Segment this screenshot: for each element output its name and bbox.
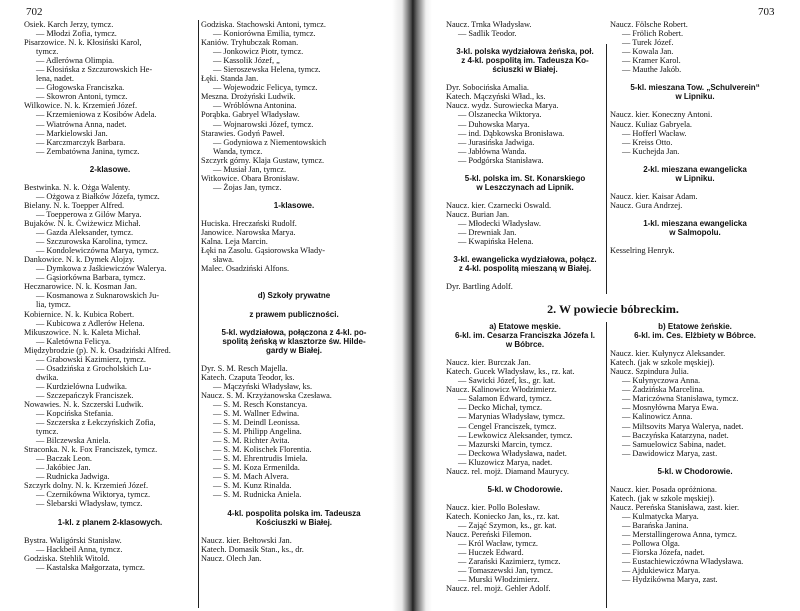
entry-line: Wilkowice. N. k. Krzemień Józef. [24,101,138,111]
blank-line [446,349,604,358]
blank-line [24,174,196,183]
blank-line [24,156,196,165]
entry-line: — Tomaszewski Jan, tymcz. [458,566,553,576]
right-page-column-1-bottom [446,322,604,593]
entry-line: Osiek. Karch Jerzy, tymcz. [24,20,114,29]
entry-line: — Kastalska Małgorzata, tymcz. [36,562,145,572]
entry-line: Naucz. rel. mojż. Gehler Adolf. [446,584,551,594]
entry-line: Dyr. S. M. Resch Majella. [201,363,288,373]
entry-line: Naucz. Pereński Filemon. [446,530,532,540]
entry-line: lia, tymcz. [36,300,71,310]
entry-line: — Hofferl Wacław. [622,128,687,138]
entry-line: — Merstallingerowa Anna, tymcz. [622,530,737,540]
entry-line: Huciska. Hreczański Rudolf. [201,219,297,229]
right-page-column-1-top [446,20,604,291]
section-heading: 4-kl. pospolita polska im. Tadeusza [227,508,361,518]
entry-line: Naucz. Gura Andrzej. [610,200,683,210]
entry-line: Godziska. Stehlik Witold. [24,553,110,563]
entry-line: Godziska. Stachowski Antoni, tymcz. [201,20,326,29]
entry-line: — Dawidowicz Marya, zast. [622,448,718,458]
section-heading: 1-kl. mieszana ewangelicka [643,219,747,229]
entry-line: — Wojewodzic Felicya, tymcz. [213,83,318,93]
right-page-number: 703 [758,6,775,18]
entry-line: sława. [213,255,234,265]
entry-line: dwika. [36,372,59,382]
blank-line [201,282,387,291]
entry-line: — Kułynyczowa Anna. [622,376,701,386]
section-heading: 5-kl. w Chodorowie. [487,484,563,494]
entry-line: Naucz. Trnka Władysław. [446,20,532,29]
entry-line: — Musiał Jan, tymcz. [213,164,287,174]
entry-line: — Jakóbiec Jan. [36,463,91,473]
blank-line [446,273,604,282]
entry-line: Naucz. kier. Kułynycz Aleksander. [610,349,726,359]
entry-line: — Godyniowa z Niementowskich [213,137,327,147]
section-heading: a) Etatowe męskie. [489,322,561,331]
right-page-column-2-bottom [610,322,780,584]
section-heading: Kościuszki w Białej. [255,517,333,527]
entry-line: Katech. Gucek Władysław, ks., rz. kat. [446,367,575,377]
entry-line: — Ślebarski Władysław, tymcz. [36,499,143,509]
section-heading: 6-kl. im. Ces. Elżbiety w Bóbrce. [634,331,756,341]
entry-line: — Żojas Jan, tymcz. [213,182,282,192]
entry-line: — S. M. Philipp Angelina. [213,427,302,437]
entry-line: — Młodzi Zofia, tymcz. [36,29,117,39]
section-heading: 2-klasowe. [89,164,131,174]
entry-line: Janowice. Narowska Marya. [201,228,296,238]
entry-line: — Gąsiorkówna Barbara, tymcz. [36,273,146,283]
entry-line: — Wojnarowski Józef, tymcz. [213,119,314,129]
section-heading: 6-kl. im. Cesarza Franciszka Józefa I. [454,331,596,341]
entry-line: Straconka. N. k. Fox Franciszek, tymcz. [24,445,158,455]
book-gutter [392,0,432,611]
entry-line: — Kondolewiczówna Marya, tymcz. [36,246,159,256]
left-page-number: 702 [26,6,43,18]
entry-line: — Kulmatycka Marya. [622,511,699,521]
entry-line: — Wróblówna Antonina. [213,101,297,111]
entry-line: — Sawicki Józef, ks., gr. kat. [458,376,556,386]
section-heading: gardy w Białej. [265,345,323,355]
blank-line [446,38,604,47]
entry-line: Wanda, tymcz. [213,146,263,156]
entry-line: Mikuszowice. N. k. Kaleta Michał. [24,327,141,337]
blank-line [201,527,387,536]
entry-line: — Mauthe Jakób. [622,65,682,75]
section-heading: z 4-kl. pospolitą mieszaną w Białej. [458,264,592,274]
entry-line: — Duhowska Marya. [458,119,530,129]
entry-line: Naucz. kier. Koneczny Antoni. [610,110,713,120]
entry-line: Bujaków. N. k. Ćwiżewicz Michał. [24,219,141,229]
entry-line: — S. M. Kolischek Florentia. [213,445,312,455]
entry-line: — Podgórska Stanisława. [458,155,544,165]
section-heading: 5-kl. polska im. St. Konarskiego [464,173,586,183]
section-heading: 5-kl. wydziałowa, połączona z 4-kl. po- [221,327,367,337]
entry-line: Malec. Osadziński Alfons. [201,264,290,274]
section-heading: z prawem publiczności. [249,309,339,319]
entry-line: Naucz. wydz. Surowiecka Marya. [446,101,559,111]
entry-line: lena, nadet. [36,74,75,84]
entry-line: — Huczek Edward. [458,548,524,558]
entry-line: — Krzemieniowa z Kosibów Adela. [36,110,157,120]
section-heading: w Lipniku. [675,92,715,102]
entry-line: Naucz. Szpindura Julia. [610,367,689,377]
district-title: 2. W powiecie bóbreckim. [547,302,679,316]
entry-line: — Pollowa Olga. [622,539,680,549]
blank-line [610,340,780,349]
entry-line: Dyr. Bartling Adolf. [446,282,513,292]
section-heading: 3-kl. polska wydziałowa żeńska, poł. [456,47,594,57]
entry-line: — Skowron Antoni, tymcz. [36,92,128,102]
entry-line: — S. M. Kunz Rinalda. [213,481,292,491]
blank-line [24,527,196,536]
entry-line: Katech. (jak w szkole męskiej). [610,493,715,503]
entry-line: — Kalinowicz Anna. [622,412,693,422]
blank-line [201,300,387,309]
section-heading: z 4-kl. pospolitą im. Tadeusza Ko- [461,56,589,66]
entry-line: Naucz. S. M. Krzyżanowska Czesława. [201,390,332,400]
section-heading: spolitą żeńską w klasztorze św. Hilde- [222,336,366,346]
entry-line: Kaniów. Tryhubczak Roman. [201,38,299,48]
entry-line: — Sadlik Teodor. [458,29,517,39]
right-page-top-divider [606,44,607,294]
entry-line: — Sieroszewska Helena, tymcz. [213,65,321,75]
entry-line: — S. M. Ehrentrudis Imiela. [213,454,308,464]
entry-line: Szczyrk dolny. N. k. Krzemień Józef. [24,481,149,491]
entry-line: — Lewkowicz Aleksander, tymcz. [458,430,573,440]
entry-line: Naucz. kier. Burczak Jan. [446,358,531,368]
section-heading: w Bóbrce. [505,340,545,350]
blank-line [610,183,780,192]
entry-line: — Ożgowa z Białków Józefa, tymcz. [36,191,160,201]
entry-line: Witkowice. Obara Bronisław. [201,173,300,183]
section-heading: 2-kl. mieszana ewangelicka [643,164,747,174]
entry-line: — Bilczewska Aniela. [36,436,111,446]
entry-line: — Murski Włodzimierz. [458,575,540,585]
entry-line: — Cengel Franciszek, tymcz. [458,421,557,431]
entry-line: Meszna. Drożyński Ludwik. [201,92,296,102]
entry-line: — ind. Dąbkowska Bronisława. [458,128,565,138]
entry-line: — Rudnicka Jadwiga. [36,472,110,482]
entry-line: Starawies. Godyń Paweł. [201,128,285,138]
entry-line: — Olszanecka Wiktorya. [458,110,542,120]
entry-line: Naucz. rel. mojż. Diamand Maurycy. [446,466,569,476]
blank-line [24,509,196,518]
blank-line [610,101,780,110]
entry-line: — Markielowski Jan. [36,128,108,138]
entry-line: — Kosmanowa z Suknarowskich Ju- [36,291,160,301]
entry-line: Bielany. N. k. Toepper Alfred. [24,200,125,210]
entry-line: tymcz. [36,47,59,57]
entry-line: — Frölich Robert. [622,29,684,39]
entry-line: Pisarzowice. N. k. Kłosiński Karol, [24,38,142,48]
entry-line: Naucz. kier. Bełtowski Jan. [201,535,292,545]
left-page-column-2 [201,20,387,563]
entry-line: Katech. Koniecko Jan, ks., rz. kat. [446,511,560,521]
entry-line: — Zająć Szymon, ks., gr. kat. [458,521,557,531]
entry-line: Naucz. kier. Posada opróżniona. [610,484,717,494]
entry-line: — Kaletówna Felicya. [36,336,111,346]
entry-line: — Kreiss Otto. [622,137,673,147]
entry-line: — Fiorska Józefa, nadet. [622,548,705,558]
entry-line: — Ajdukiewicz Marya. [622,566,701,576]
entry-line: — Karczmarczyk Barbara. [36,137,126,147]
entry-line: Katech. Czaputa Teodor, ks. [201,372,295,382]
section-heading: w Lipniku. [675,173,715,183]
entry-line: Naucz. Burian Jan. [446,209,510,219]
entry-line: Katech. Domasik Stan., ks., dr. [201,544,304,554]
blank-line [610,476,780,485]
blank-line [201,355,387,364]
blank-line [610,237,780,246]
entry-line: — Drewniak Jan. [458,228,517,238]
blank-line [201,210,387,219]
entry-line: — Toepperowa z Gilów Marya. [36,209,142,219]
entry-line: Szczyrk górny. Klaja Gustaw, tymcz. [201,155,325,165]
entry-line: — Kurdzielówna Ludwika. [36,381,128,391]
entry-line: — Kuchejda Jan. [622,146,680,156]
entry-line: Dankowice. N. k. Dymek Alojzy. [24,255,135,265]
entry-line: — Zarański Kazimierz, tymcz. [458,557,561,567]
entry-line: — Żadzińska Marcelina. [622,385,705,395]
entry-line: — Szczurowska Karolina, tymcz. [36,237,148,247]
blank-line [446,246,604,255]
section-heading: b) Etatowe żeńskie. [658,322,732,331]
entry-line: Nowawies. N. k. Szczerski Ludwik. [24,399,144,409]
section-heading: 3-kl. ewangelicka wydziałowa, połącz. [453,255,597,265]
section-heading: 1-klasowe. [273,200,315,210]
entry-line: — Marynias Władysław, tymcz. [458,412,565,422]
entry-line: — Czernikówna Wiktorya, tymcz. [36,490,151,500]
section-heading: w Salmopolu. [669,228,721,238]
entry-line: Kobiernice. N. k. Kubica Robert. [24,309,135,319]
entry-line: — Król Wacław, tymcz. [458,539,538,549]
entry-line: — Młodecki Władysław. [458,219,541,229]
entry-line: — Mosnyłówna Marya Ewa. [622,403,719,413]
entry-line: — Wiatrówna Anna, nadet. [36,119,127,129]
entry-line: — Baczyńska Katarzyna, nadet. [622,430,729,440]
entry-line: — S. M. Rudnicka Aniela. [213,490,302,500]
left-page-column-divider [198,20,199,608]
entry-line: Naucz. kier. Pollo Bolesław. [446,502,540,512]
entry-line: — S. M. Resch Konstancya. [213,399,308,409]
entry-line: — Mączyński Władysław, ks. [213,381,313,391]
section-heading: ściuszki w Białej. [492,65,558,75]
entry-line: — Jonkowicz Piotr, tymcz. [213,47,304,57]
blank-line [446,476,604,485]
entry-line: — Hackbeil Anna, tymcz. [36,544,123,554]
blank-line [610,156,780,165]
entry-line: — Samuelowicz Sabina, nadet. [622,439,726,449]
entry-line: Łęki. Standa Jan. [201,74,259,84]
entry-line: — Eustachiewiczówna Władysława. [622,557,744,567]
entry-line: — Koniorówna Emilia, tymcz. [213,29,316,39]
entry-line: Naucz. Fölsche Robert. [610,20,688,29]
entry-line: — Jurasińska Jadwiga. [458,137,535,147]
entry-line: — Dymkowa z Jaśkiewiczów Walerya. [36,264,167,274]
entry-line: — Głogowska Franciszka. [36,83,125,93]
entry-line: — Kubicowa z Adlerów Helena. [36,318,145,328]
blank-line [201,499,387,508]
right-page-bottom-divider [606,322,607,608]
entry-line: — Kramer Karol. [622,56,681,66]
blank-line [446,494,604,503]
entry-line: — S. M. Koza Ermenilda. [213,463,300,473]
blank-line [446,74,604,83]
entry-line: Kesselring Henryk. [610,246,675,256]
entry-line: — S. M. Mach Alvera. [213,472,289,482]
entry-line: Porąbka. Gabryel Władysław. [201,110,300,120]
entry-line: — Jabłówna Wanda. [458,146,527,156]
section-heading: 5-kl. mieszana Tow. „Schulverein“ [630,83,760,93]
entry-line: — Mazurski Marcin, tymcz. [458,439,553,449]
entry-line: — Turek Józef. [622,38,674,48]
entry-line: Naucz. Kuliaz Gabryela. [610,119,693,129]
entry-line: Dyr. Sobocińska Amalia. [446,83,529,93]
blank-line [446,192,604,201]
entry-line: — Salamon Edward, tymcz. [458,394,552,404]
entry-line: Naucz. kier. Czarnecki Oswald. [446,200,552,210]
entry-line: Hecznarowice. N. k. Kosman Jan. [24,282,137,292]
entry-line: — S. M. Deindl Leonissa. [213,418,300,428]
entry-line: Bestwinka. N. k. Ożga Walenty. [24,182,131,192]
right-page-column-2-top [610,20,780,255]
section-heading: 1-kl. z planem 2-klasowych. [57,517,163,527]
blank-line [446,165,604,174]
entry-line: — Adlerówna Olimpia. [36,56,115,66]
entry-line: — Deckowa Władysława, nadet. [458,448,567,458]
entry-line: Katech. Mączyński Wład., ks. [446,92,546,102]
entry-line: Naucz. kier. Kaisar Adam. [610,191,698,201]
entry-line: — Grabowski Kazimierz, tymcz. [36,354,146,364]
entry-line: — Decko Michał, tymcz. [458,403,543,413]
entry-line: — Kwapińska Helena. [458,237,534,247]
blank-line [610,74,780,83]
entry-line: — Barańska Janina. [622,521,689,531]
entry-line: — Kopcińska Stefania. [36,409,114,419]
entry-line: — Zembatówna Janina, tymcz. [36,146,140,156]
entry-line: — Baczak Leon. [36,454,92,464]
entry-line: — Mariczówna Stanisława, tymcz. [622,394,739,404]
blank-line [201,192,387,201]
entry-line: Bystra. Waligórski Stanisław. [24,535,122,545]
entry-line: Katech. (jak w szkole męskiej). [610,358,715,368]
blank-line [610,458,780,467]
blank-line [201,319,387,328]
entry-line: Naucz. Olech Jan. [201,553,262,563]
entry-line: — Kassolik Józef, „ [213,56,280,66]
entry-line: Naucz. Pereńska Stanisława, zast. kier. [610,502,740,512]
entry-line: — Szczerska z Łekczyńskich Zofia, [36,418,156,428]
entry-line: — Miltsovits Marya Walerya, nadet. [622,421,744,431]
entry-line: — Kłosińska z Szczurowskich He- [36,65,153,75]
entry-line: — Kowala Jan. [622,47,674,57]
entry-line: Międzybrodzie (p). N. k. Osadziński Alfred. [24,345,171,355]
section-heading: d) Szkoły prywatne [257,291,331,301]
entry-line: tymcz. [36,427,59,437]
entry-line: — Szczepańczyk Franciszek. [36,390,134,400]
entry-line: — Kluzowicz Marya, nadet. [458,457,553,467]
entry-line: Naucz. Kalinowicz Włodzimierz. [446,385,557,395]
entry-line: — Gazda Aleksander, tymcz. [36,228,134,238]
entry-line: — Osadzińska z Grocholskich Lu- [36,363,152,373]
entry-line: — Hydzikówna Marya, zast. [622,575,718,585]
left-page-column-1 [24,20,196,572]
entry-line: Łęki na Zasolu. Gąsiorowska Włady- [201,246,326,256]
blank-line [201,273,387,282]
section-heading: 5-kl. w Chodorowie. [657,466,733,476]
entry-line: — S. M. Richter Avita. [213,436,290,446]
entry-line: Kalna. Leja Marcin. [201,237,268,247]
blank-line [610,210,780,219]
section-heading: w Leszczynach ad Lipnik. [476,182,574,192]
entry-line: — S. M. Wallner Edwina. [213,409,300,419]
